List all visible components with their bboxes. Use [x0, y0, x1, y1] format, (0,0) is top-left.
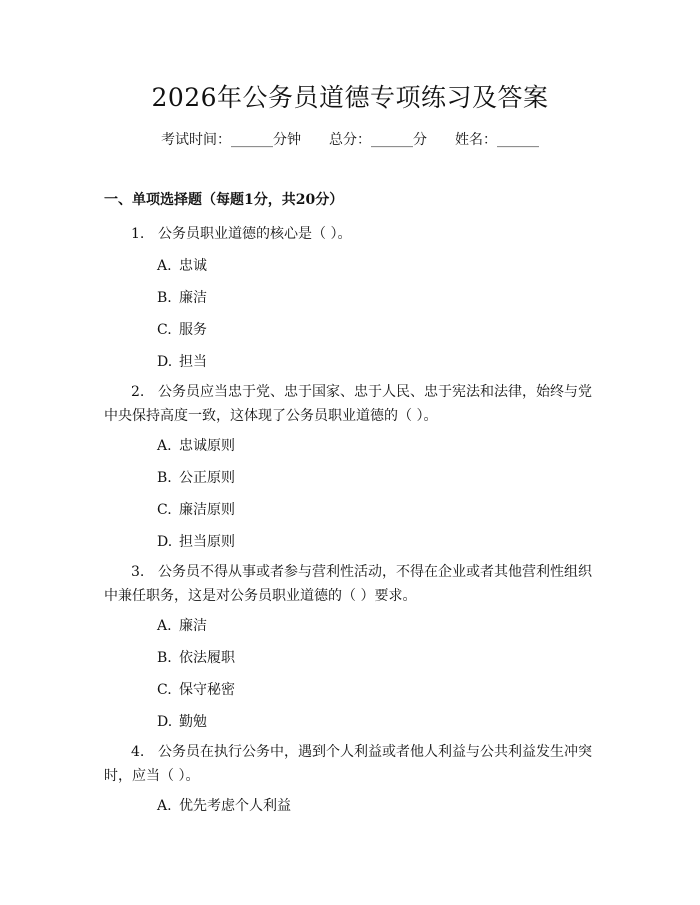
- question-2: [104, 380, 602, 428]
- question-4: [104, 740, 602, 788]
- exam-time-label: 考试时间：______分钟: [161, 132, 301, 148]
- question-text: 公务员在执行公务中，遇到个人利益或者他人利益与公共利益发生冲突时，应当（ ）。: [104, 744, 592, 784]
- option-3d: D. 勤勉: [157, 714, 207, 730]
- question-number: 3.: [131, 564, 145, 580]
- question-text: 公务员职业道德的核心是（ ）。: [158, 226, 352, 242]
- question-number: 4.: [131, 744, 145, 760]
- question-text: 公务员不得从事或者参与营利性活动，不得在企业或者其他营利性组织中兼任职务，这是对公务员职业道德的（ ）要求。: [104, 564, 592, 604]
- question-number: 2.: [131, 384, 145, 400]
- option-2c: C. 廉洁原则: [157, 502, 235, 518]
- page-title: 2026年公务员道德专项练习及答案: [151, 83, 549, 112]
- option-2a: A. 忠诚原则: [157, 438, 235, 454]
- question-text: 公务员应当忠于党、忠于国家、忠于人民、忠于宪法和法律，始终与党中央保持高度一致，这体现了公务员职业道德的（ ）。: [104, 384, 592, 424]
- total-score-label: 总分：______分: [329, 132, 427, 148]
- question-number: 1.: [131, 226, 145, 242]
- exam-meta: [0, 128, 700, 152]
- option-3b: B. 依法履职: [157, 650, 235, 666]
- option-1c: C. 服务: [157, 322, 207, 338]
- option-3c: C. 保守秘密: [157, 682, 235, 698]
- option-1a: A. 忠诚: [157, 258, 207, 274]
- option-3a: A. 廉洁: [157, 618, 207, 634]
- section-heading: 一、单项选择题（每题1分，共20分）: [104, 192, 344, 208]
- question-3: [104, 560, 602, 608]
- option-4a: A. 优先考虑个人利益: [157, 798, 291, 814]
- name-label: 姓名：______: [455, 132, 539, 148]
- option-1b: B. 廉洁: [157, 290, 207, 306]
- option-2b: B. 公正原则: [157, 470, 235, 486]
- option-2d: D. 担当原则: [157, 534, 235, 550]
- question-1: [104, 222, 602, 246]
- option-1d: D. 担当: [157, 354, 207, 370]
